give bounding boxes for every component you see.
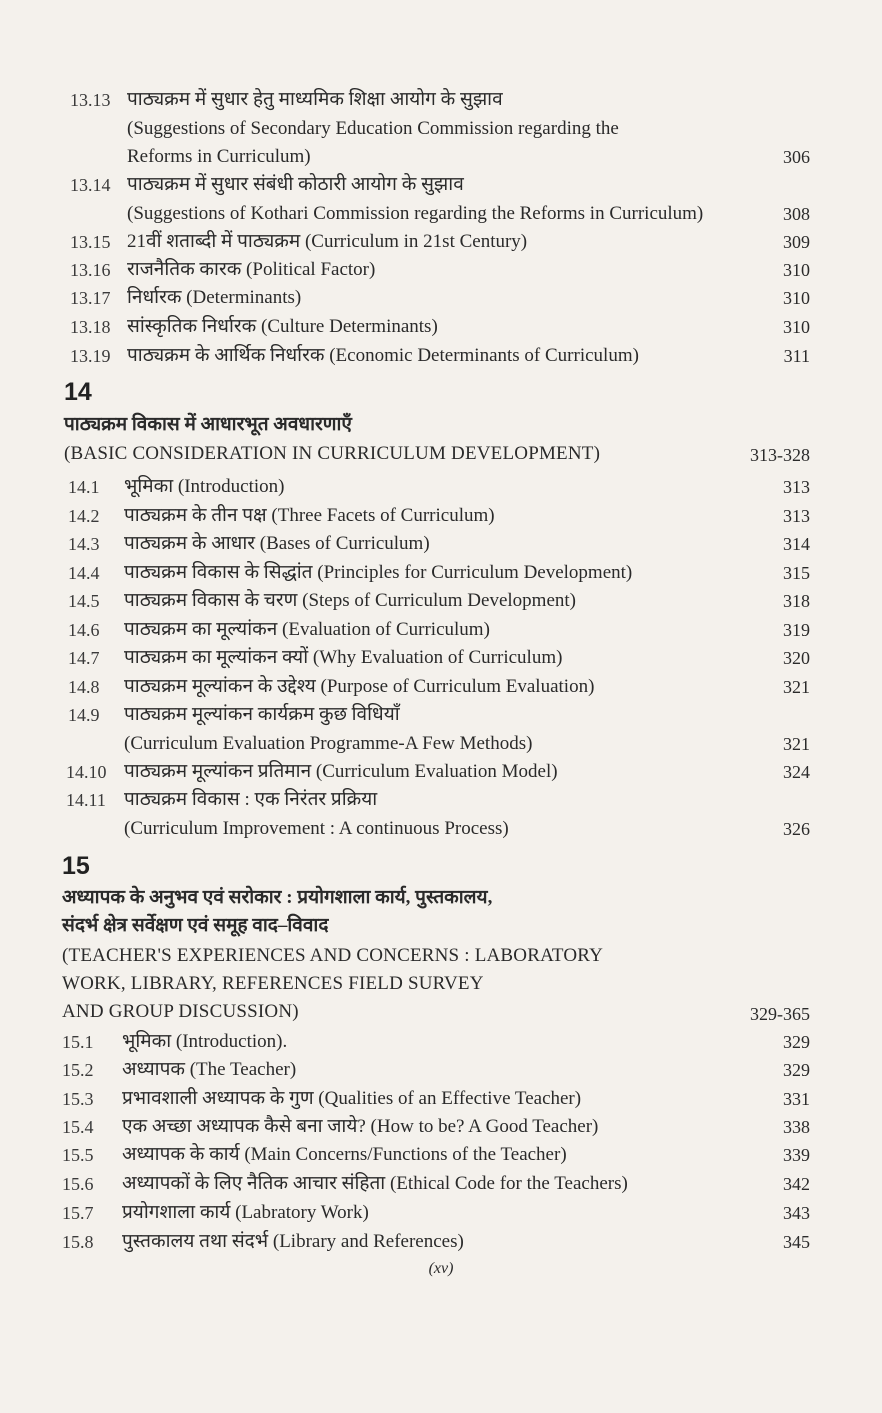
toc-entry <box>0 502 882 530</box>
entry-title-en: (Suggestions of Secondary Education Commission regarding the <box>127 118 619 139</box>
toc-entry <box>0 284 882 312</box>
entry-title: अध्यापक के कार्य (Main Concerns/Functions of the Teacher) <box>122 1144 567 1165</box>
chapter-number: 14 <box>64 378 92 406</box>
entry-title: सांस्कृतिक निर्धारक (Culture Determinants) <box>127 316 438 337</box>
page-number: 306 <box>783 147 810 167</box>
toc-entry <box>0 559 882 587</box>
toc-entry <box>0 644 882 672</box>
page-number: 313 <box>783 477 810 497</box>
page-number: 321 <box>783 677 810 697</box>
entry-number: 14.5 <box>68 591 100 611</box>
toc-entry <box>0 616 882 644</box>
page-footer-number: (xv) <box>428 1260 454 1277</box>
page-number: 319 <box>783 620 810 640</box>
page-number: 309 <box>783 232 810 252</box>
entry-title: एक अच्छा अध्यापक कैसे बना जाये? (How to be? A Good Teacher) <box>122 1116 599 1137</box>
entry-title-hi: पाठ्यक्रम में सुधार हेतु माध्यमिक शिक्षा आयोग के सुझाव <box>127 89 503 110</box>
chapter-title-hi: पाठ्यक्रम विकास में आधारभूत अवधारणाएँ <box>64 414 352 435</box>
page-number: 342 <box>783 1174 810 1194</box>
chapter-title-en: AND GROUP DISCUSSION) <box>62 1001 299 1022</box>
toc-entry <box>0 228 882 256</box>
entry-title: पाठ्यक्रम के आर्थिक निर्धारक (Economic Determinants of Curriculum) <box>127 345 639 366</box>
page-number: 324 <box>783 762 810 782</box>
entry-number: 15.2 <box>62 1060 94 1080</box>
entry-title: अध्यापकों के लिए नैतिक आचार संहिता (Ethical Code for the Teachers) <box>122 1173 628 1194</box>
entry-number: 14.3 <box>68 534 100 554</box>
entry-number: 14.1 <box>68 477 100 497</box>
entry-title: अध्यापक (The Teacher) <box>122 1059 297 1080</box>
entry-title: प्रभावशाली अध्यापक के गुण (Qualities of an Effective Teacher) <box>122 1088 582 1109</box>
entry-number: 13.13 <box>70 90 111 110</box>
entry-number: 15.4 <box>62 1117 94 1137</box>
toc-entry <box>0 530 882 558</box>
page-number: 314 <box>783 534 810 554</box>
entry-title: पाठ्यक्रम मूल्यांकन के उद्देश्य (Purpose of Curriculum Evaluation) <box>124 676 595 697</box>
toc-entry <box>0 587 882 615</box>
entry-number: 15.6 <box>62 1174 94 1194</box>
page-number: 343 <box>783 1203 810 1223</box>
page-number: 310 <box>783 317 810 337</box>
page-number: 315 <box>783 563 810 583</box>
entry-title-hi: पाठ्यक्रम मूल्यांकन कार्यक्रम कुछ विधियाँ <box>124 704 400 725</box>
chapter-page-range: 329-365 <box>750 1004 810 1024</box>
entry-number: 13.19 <box>70 346 111 366</box>
entry-title-en: (Suggestions of Kothari Commission regarding the Reforms in Curriculum) <box>127 203 704 224</box>
page-number: 318 <box>783 591 810 611</box>
entry-title: पाठ्यक्रम विकास के सिद्धांत (Principles for Curriculum Development) <box>124 562 633 583</box>
toc-entry <box>0 313 882 341</box>
chapter-title-hi: संदर्भ क्षेत्र सर्वेक्षण एवं समूह वाद–विवाद <box>62 915 329 936</box>
entry-title-en: (Curriculum Evaluation Programme-A Few Methods) <box>124 733 533 754</box>
chapter-title-en: WORK, LIBRARY, REFERENCES FIELD SURVEY <box>62 973 484 994</box>
entry-title-hi: पाठ्यक्रम विकास : एक निरंतर प्रक्रिया <box>124 789 378 810</box>
entry-number: 15.7 <box>62 1203 94 1223</box>
entry-title-en: Reforms in Curriculum) <box>127 146 311 167</box>
entry-title: पाठ्यक्रम के आधार (Bases of Curriculum) <box>124 533 430 554</box>
page-number: 331 <box>783 1089 810 1109</box>
entry-number: 14.10 <box>66 762 107 782</box>
entry-title: पाठ्यक्रम विकास के चरण (Steps of Curriculum Development) <box>124 590 576 611</box>
toc-entry <box>0 1028 882 1056</box>
toc-entry <box>0 758 882 786</box>
entry-number: 14.6 <box>68 620 100 640</box>
page-number: 313 <box>783 506 810 526</box>
page-number: 329 <box>783 1060 810 1080</box>
page-number: 338 <box>783 1117 810 1137</box>
page-number: 310 <box>783 288 810 308</box>
toc-entry <box>0 1199 882 1227</box>
toc-entry <box>0 1056 882 1084</box>
page-number: 310 <box>783 260 810 280</box>
chapter-number: 15 <box>62 852 90 880</box>
entry-number: 14.8 <box>68 677 100 697</box>
entry-number: 14.9 <box>68 705 100 725</box>
entry-title: निर्धारक (Determinants) <box>127 287 302 308</box>
chapter-title-en: (BASIC CONSIDERATION IN CURRICULUM DEVELOPMENT) <box>64 443 601 464</box>
entry-number: 13.14 <box>70 175 111 195</box>
entry-title: राजनैतिक कारक (Political Factor) <box>127 259 376 280</box>
entry-title: पाठ्यक्रम का मूल्यांकन क्यों (Why Evaluation of Curriculum) <box>124 647 563 668</box>
toc-entry <box>0 1085 882 1113</box>
page-number: 339 <box>783 1145 810 1165</box>
entry-number: 13.18 <box>70 317 111 337</box>
entry-title: प्रयोगशाला कार्य (Labratory Work) <box>122 1202 369 1223</box>
entry-title-hi: पाठ्यक्रम में सुधार संबंधी कोठारी आयोग के सुझाव <box>127 174 464 195</box>
page-number: 345 <box>783 1232 810 1252</box>
entry-title: भूमिका (Introduction) <box>124 476 285 497</box>
entry-number: 13.15 <box>70 232 111 252</box>
page-number: 329 <box>783 1032 810 1052</box>
chapter-title-en: (TEACHER'S EXPERIENCES AND CONCERNS : LABORATORY <box>62 945 604 966</box>
toc-entry <box>0 673 882 701</box>
entry-number: 14.7 <box>68 648 100 668</box>
toc-entry <box>0 256 882 284</box>
page-number: 321 <box>783 734 810 754</box>
entry-number: 13.16 <box>70 260 111 280</box>
toc-entry <box>0 473 882 501</box>
page-number: 311 <box>783 346 810 366</box>
entry-title: भूमिका (Introduction). <box>122 1031 288 1052</box>
entry-number: 15.5 <box>62 1145 94 1165</box>
toc-entry <box>0 1113 882 1141</box>
chapter-title-hi: अध्यापक के अनुभव एवं सरोकार : प्रयोगशाला कार्य, पुस्तकालय, <box>62 887 493 908</box>
entry-title: पाठ्यक्रम मूल्यांकन प्रतिमान (Curriculum Evaluation Model) <box>124 761 558 782</box>
entry-title-en: (Curriculum Improvement : A continuous Process) <box>124 818 509 839</box>
entry-title: पुस्तकालय तथा संदर्भ (Library and References) <box>122 1231 464 1252</box>
toc-entry <box>0 342 882 370</box>
entry-number: 15.3 <box>62 1089 94 1109</box>
toc-entry <box>0 1170 882 1198</box>
entry-number: 13.17 <box>70 288 111 308</box>
entry-title: पाठ्यक्रम का मूल्यांकन (Evaluation of Curriculum) <box>124 619 490 640</box>
page-number: 320 <box>783 648 810 668</box>
toc-entry <box>0 1141 882 1169</box>
entry-number: 14.11 <box>66 790 106 810</box>
page-number: 308 <box>783 204 810 224</box>
entry-number: 15.8 <box>62 1232 94 1252</box>
toc-entry <box>0 1228 882 1256</box>
page-number: 326 <box>783 819 810 839</box>
entry-number: 14.4 <box>68 563 100 583</box>
entry-number: 15.1 <box>62 1032 94 1052</box>
entry-number: 14.2 <box>68 506 100 526</box>
chapter-page-range: 313-328 <box>750 445 810 465</box>
entry-title: 21वीं शताब्दी में पाठ्यक्रम (Curriculum in 21st Century) <box>127 231 528 252</box>
entry-title: पाठ्यक्रम के तीन पक्ष (Three Facets of Curriculum) <box>124 505 495 526</box>
